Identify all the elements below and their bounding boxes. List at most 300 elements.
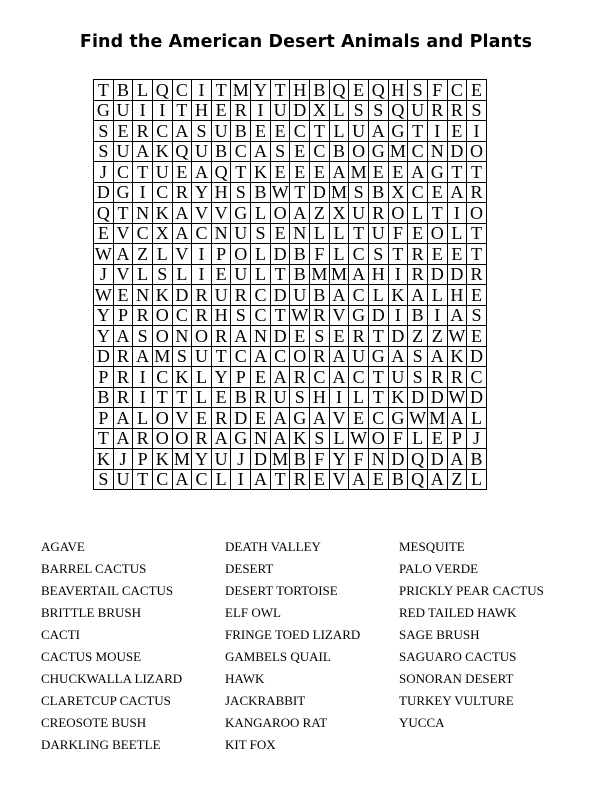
grid-cell: E: [114, 285, 134, 306]
grid-cell: E: [428, 429, 448, 450]
grid-cell: Z: [133, 244, 153, 265]
grid-cell: C: [133, 224, 153, 245]
grid-cell: E: [428, 183, 448, 204]
grid-cell: C: [173, 306, 193, 327]
grid-row: [94, 162, 487, 183]
grid-cell: A: [428, 347, 448, 368]
grid-cell: R: [408, 244, 428, 265]
grid-cell: B: [369, 183, 389, 204]
word-list-item: YUCCA: [399, 715, 445, 730]
grid-cell: E: [369, 470, 389, 491]
grid-cell: D: [389, 449, 409, 470]
grid-cell: C: [231, 142, 251, 163]
grid-cell: L: [448, 224, 468, 245]
grid-cell: O: [192, 326, 212, 347]
grid-cell: O: [428, 224, 448, 245]
grid-cell: I: [133, 388, 153, 409]
grid-cell: D: [94, 183, 114, 204]
grid-cell: M: [310, 265, 330, 286]
grid-cell: H: [389, 80, 409, 101]
grid-cell: S: [290, 388, 310, 409]
grid-cell: A: [251, 470, 271, 491]
grid-cell: O: [369, 429, 389, 450]
grid-cell: Z: [310, 203, 330, 224]
grid-cell: U: [349, 203, 369, 224]
grid-cell: D: [173, 285, 193, 306]
grid-cell: V: [192, 203, 212, 224]
grid-cell: W: [271, 182, 289, 203]
grid-cell: L: [310, 224, 330, 245]
grid-cell: S: [408, 80, 428, 101]
grid-cell: C: [349, 367, 369, 388]
grid-cell: G: [389, 408, 409, 429]
grid-cell: U: [290, 285, 310, 306]
grid-cell: Z: [408, 326, 428, 347]
grid-cell: A: [192, 162, 212, 183]
grid-cell: U: [114, 101, 134, 122]
grid-cell: Q: [173, 142, 193, 163]
grid-cell: E: [212, 101, 232, 122]
grid-cell: E: [290, 162, 310, 183]
grid-cell: E: [290, 326, 310, 347]
grid-cell: A: [408, 285, 428, 306]
grid-cell: R: [448, 367, 468, 388]
grid-cell: B: [330, 142, 350, 163]
grid-cell: D: [389, 326, 409, 347]
grid-cell: H: [448, 285, 468, 306]
grid-cell: R: [251, 388, 271, 409]
grid-cell: A: [330, 367, 350, 388]
word-list-column-2: [225, 536, 360, 756]
grid-cell: C: [408, 183, 428, 204]
grid-cell: L: [408, 429, 428, 450]
grid-cell: C: [290, 121, 310, 142]
grid-cell: A: [408, 162, 428, 183]
grid-row: [94, 470, 487, 491]
grid-cell: U: [114, 470, 134, 491]
grid-cell: C: [467, 367, 487, 388]
grid-cell: R: [310, 306, 330, 327]
grid-cell: U: [271, 101, 291, 122]
grid-cell: E: [173, 162, 193, 183]
grid-cell: D: [231, 408, 251, 429]
grid-row: [94, 224, 487, 245]
grid-cell: E: [467, 285, 487, 306]
grid-cell: R: [231, 285, 251, 306]
grid-cell: V: [114, 224, 134, 245]
word-list-column-1: [41, 536, 182, 756]
grid-cell: B: [310, 80, 330, 101]
grid-cell: A: [448, 449, 468, 470]
grid-cell: S: [94, 142, 114, 163]
grid-cell: L: [330, 121, 350, 142]
grid-cell: H: [212, 306, 232, 327]
word-list-item: TURKEY VULTURE: [399, 693, 514, 708]
grid-cell: A: [173, 121, 193, 142]
grid-cell: B: [94, 388, 114, 409]
grid-cell: M: [231, 80, 251, 101]
word-list-item: KANGAROO RAT: [225, 715, 328, 730]
grid-cell: K: [153, 203, 173, 224]
grid-cell: T: [389, 244, 409, 265]
grid-cell: A: [271, 408, 291, 429]
grid-cell: F: [310, 244, 330, 265]
grid-cell: P: [114, 306, 134, 327]
grid-cell: V: [330, 470, 350, 491]
grid-cell: M: [428, 408, 448, 429]
word-list-item: PALO VERDE: [399, 561, 479, 576]
word-list-item: SAGUARO CACTUS: [399, 649, 517, 664]
grid-cell: E: [349, 408, 369, 429]
page-title: Find the American Desert Animals and Plants: [79, 32, 533, 52]
grid-cell: I: [133, 101, 153, 122]
grid-cell: S: [133, 326, 153, 347]
word-list-item: HAWK: [225, 671, 265, 686]
grid-cell: C: [153, 470, 173, 491]
grid-cell: T: [212, 347, 232, 368]
grid-cell: A: [349, 265, 369, 286]
grid-cell: S: [251, 224, 271, 245]
grid-cell: Y: [192, 449, 212, 470]
grid-cell: B: [408, 306, 428, 327]
grid-cell: K: [153, 449, 173, 470]
grid-cell: E: [212, 388, 232, 409]
grid-cell: N: [173, 326, 193, 347]
grid-cell: E: [251, 121, 271, 142]
grid-cell: M: [271, 449, 291, 470]
grid-row: [94, 121, 487, 142]
grid-cell: M: [153, 347, 173, 368]
grid-cell: R: [310, 347, 330, 368]
grid-cell: A: [310, 408, 330, 429]
grid-cell: U: [408, 101, 428, 122]
grid-cell: Y: [94, 326, 114, 347]
grid-cell: N: [133, 203, 153, 224]
grid-cell: T: [271, 80, 291, 101]
grid-cell: D: [467, 347, 487, 368]
grid-cell: T: [94, 429, 114, 450]
grid-cell: R: [467, 265, 487, 286]
grid-cell: T: [133, 470, 153, 491]
grid-cell: O: [389, 203, 409, 224]
grid-cell: Q: [389, 101, 409, 122]
grid-cell: T: [94, 80, 114, 101]
grid-row: [94, 429, 487, 450]
grid-cell: S: [173, 347, 193, 368]
grid-cell: R: [133, 121, 153, 142]
grid-cell: F: [310, 449, 330, 470]
grid-cell: T: [153, 388, 173, 409]
grid-cell: A: [251, 142, 271, 163]
grid-cell: E: [330, 326, 350, 347]
grid-cell: U: [212, 285, 232, 306]
grid-cell: S: [153, 265, 173, 286]
grid-cell: D: [448, 142, 468, 163]
grid-cell: S: [310, 326, 330, 347]
grid-cell: D: [408, 388, 428, 409]
grid-cell: E: [448, 244, 468, 265]
grid-cell: K: [251, 162, 271, 183]
grid-cell: B: [231, 121, 251, 142]
grid-cell: A: [114, 408, 134, 429]
grid-cell: K: [389, 285, 409, 306]
grid-cell: E: [467, 326, 487, 347]
grid-cell: A: [448, 183, 468, 204]
grid-cell: C: [173, 80, 193, 101]
grid-row: [94, 306, 487, 327]
grid-cell: C: [153, 183, 173, 204]
grid-cell: S: [408, 367, 428, 388]
grid-cell: L: [251, 203, 271, 224]
grid-cell: L: [467, 470, 487, 491]
grid-cell: T: [369, 326, 389, 347]
grid-cell: W: [291, 305, 309, 326]
grid-cell: L: [369, 285, 389, 306]
grid-cell: A: [290, 203, 310, 224]
word-list-item: FRINGE TOED LIZARD: [225, 627, 361, 642]
grid-cell: S: [369, 244, 389, 265]
grid-row: [94, 142, 487, 163]
grid-cell: O: [153, 429, 173, 450]
grid-cell: C: [153, 367, 173, 388]
grid-cell: Y: [251, 80, 271, 101]
grid-cell: G: [428, 162, 448, 183]
grid-cell: U: [153, 162, 173, 183]
grid-cell: D: [467, 388, 487, 409]
word-list-item: DESERT TORTOISE: [225, 583, 338, 598]
grid-cell: C: [369, 408, 389, 429]
grid-cell: U: [389, 367, 409, 388]
grid-cell: K: [290, 429, 310, 450]
grid-cell: P: [231, 367, 251, 388]
grid-cell: A: [212, 429, 232, 450]
grid-cell: C: [251, 306, 271, 327]
grid-cell: T: [467, 162, 487, 183]
grid-row: [94, 408, 487, 429]
grid-cell: E: [271, 162, 291, 183]
grid-row: [94, 244, 487, 265]
grid-cell: R: [173, 183, 193, 204]
grid-row: [94, 388, 487, 409]
grid-cell: J: [94, 162, 114, 183]
word-list-item: DARKLING BEETLE: [41, 737, 161, 752]
grid-cell: C: [192, 224, 212, 245]
grid-cell: M: [173, 449, 193, 470]
grid-cell: T: [271, 306, 291, 327]
grid-cell: G: [290, 408, 310, 429]
grid-cell: N: [251, 429, 271, 450]
grid-cell: U: [212, 121, 232, 142]
grid-cell: J: [94, 265, 114, 286]
grid-cell: T: [408, 121, 428, 142]
grid-cell: C: [408, 142, 428, 163]
grid-cell: C: [192, 470, 212, 491]
grid-cell: R: [114, 388, 134, 409]
grid-cell: U: [271, 388, 291, 409]
grid-cell: E: [349, 80, 369, 101]
grid-cell: H: [290, 80, 310, 101]
grid-cell: T: [231, 162, 251, 183]
grid-cell: A: [133, 347, 153, 368]
grid-row: [94, 101, 487, 122]
grid-cell: I: [251, 101, 271, 122]
grid-cell: C: [251, 285, 271, 306]
grid-cell: A: [330, 347, 350, 368]
word-list-item: CACTUS MOUSE: [41, 649, 142, 664]
grid-cell: D: [428, 265, 448, 286]
word-list-item: SAGE BRUSH: [399, 627, 480, 642]
grid-cell: I: [428, 306, 448, 327]
grid-cell: N: [133, 285, 153, 306]
grid-cell: D: [271, 244, 291, 265]
grid-cell: U: [114, 142, 134, 163]
grid-cell: Q: [408, 470, 428, 491]
grid-cell: D: [94, 347, 114, 368]
grid-cell: E: [408, 224, 428, 245]
grid-cell: J: [231, 449, 251, 470]
grid-cell: S: [231, 183, 251, 204]
grid-cell: L: [133, 265, 153, 286]
grid-cell: U: [349, 347, 369, 368]
grid-cell: R: [192, 285, 212, 306]
grid-cell: T: [310, 121, 330, 142]
grid-cell: S: [231, 306, 251, 327]
grid-cell: I: [448, 203, 468, 224]
grid-cell: L: [330, 429, 350, 450]
grid-cell: C: [310, 142, 330, 163]
grid-cell: A: [173, 224, 193, 245]
grid-cell: G: [231, 429, 251, 450]
grid-cell: G: [231, 203, 251, 224]
grid-cell: L: [408, 203, 428, 224]
grid-cell: B: [467, 449, 487, 470]
grid-cell: A: [173, 203, 193, 224]
word-list-item: SONORAN DESERT: [399, 671, 514, 686]
grid-cell: G: [389, 121, 409, 142]
grid-cell: E: [310, 162, 330, 183]
grid-cell: P: [94, 367, 114, 388]
grid-cell: B: [212, 142, 232, 163]
grid-cell: I: [428, 121, 448, 142]
grid-cell: I: [467, 121, 487, 142]
word-list-column-3: [399, 536, 544, 734]
grid-cell: Z: [448, 470, 468, 491]
grid-cell: Q: [153, 80, 173, 101]
grid-cell: R: [133, 306, 153, 327]
word-list-item: CHUCKWALLA LIZARD: [41, 671, 183, 686]
grid-cell: T: [271, 265, 291, 286]
grid-cell: F: [428, 80, 448, 101]
grid-cell: A: [448, 306, 468, 327]
grid-cell: K: [389, 388, 409, 409]
grid-cell: B: [290, 449, 310, 470]
grid-cell: O: [349, 142, 369, 163]
grid-cell: V: [173, 408, 193, 429]
grid-cell: G: [369, 142, 389, 163]
word-list-item: KIT FOX: [225, 737, 276, 752]
grid-cell: D: [428, 388, 448, 409]
grid-cell: L: [192, 388, 212, 409]
grid-cell: D: [251, 449, 271, 470]
grid-cell: T: [173, 388, 193, 409]
grid-cell: O: [467, 203, 487, 224]
word-list-item: BRITTLE BRUSH: [41, 605, 142, 620]
grid-cell: D: [448, 265, 468, 286]
grid-cell: P: [133, 449, 153, 470]
grid-cell: W: [409, 407, 427, 428]
grid-cell: S: [310, 429, 330, 450]
grid-cell: Q: [369, 80, 389, 101]
grid-cell: A: [369, 121, 389, 142]
grid-cell: E: [310, 470, 330, 491]
grid-cell: A: [114, 244, 134, 265]
grid-cell: L: [133, 80, 153, 101]
grid-cell: R: [448, 101, 468, 122]
grid-cell: G: [94, 101, 114, 122]
grid-cell: N: [212, 224, 232, 245]
grid-cell: D: [271, 326, 291, 347]
grid-cell: T: [349, 224, 369, 245]
grid-cell: M: [330, 183, 350, 204]
grid-cell: S: [467, 101, 487, 122]
grid-cell: E: [94, 224, 114, 245]
grid-cell: U: [369, 224, 389, 245]
grid-cell: R: [231, 101, 251, 122]
word-list-item: BARREL CACTUS: [41, 561, 147, 576]
grid-cell: F: [349, 449, 369, 470]
grid-cell: O: [467, 142, 487, 163]
grid-cell: T: [114, 203, 134, 224]
grid-cell: I: [192, 80, 212, 101]
grid-cell: I: [153, 101, 173, 122]
word-list-item: CACTI: [41, 627, 80, 642]
grid-cell: B: [251, 183, 271, 204]
grid-cell: R: [349, 326, 369, 347]
grid-cell: E: [212, 265, 232, 286]
grid-row: [94, 80, 487, 101]
grid-cell: T: [369, 367, 389, 388]
grid-row: [94, 347, 487, 368]
grid-cell: T: [290, 183, 310, 204]
grid-cell: A: [114, 429, 134, 450]
grid-cell: F: [389, 429, 409, 450]
grid-cell: R: [369, 203, 389, 224]
grid-cell: I: [231, 470, 251, 491]
grid-cell: J: [467, 429, 487, 450]
grid-cell: B: [310, 285, 330, 306]
grid-cell: S: [94, 470, 114, 491]
grid-cell: H: [310, 388, 330, 409]
grid-cell: A: [389, 347, 409, 368]
grid-cell: N: [290, 224, 310, 245]
grid-cell: X: [330, 203, 350, 224]
grid-cell: Y: [330, 449, 350, 470]
grid-cell: M: [389, 142, 409, 163]
grid-cell: Q: [212, 162, 232, 183]
grid-cell: D: [310, 183, 330, 204]
grid-row: [94, 265, 487, 286]
grid-cell: C: [231, 347, 251, 368]
grid-cell: D: [271, 285, 291, 306]
grid-cell: W: [94, 284, 112, 305]
grid-cell: C: [153, 121, 173, 142]
word-list-item: CREOSOTE BUSH: [41, 715, 147, 730]
grid-cell: V: [173, 244, 193, 265]
grid-cell: S: [349, 101, 369, 122]
grid-cell: A: [428, 470, 448, 491]
grid-cell: I: [192, 244, 212, 265]
grid-row: [94, 367, 487, 388]
